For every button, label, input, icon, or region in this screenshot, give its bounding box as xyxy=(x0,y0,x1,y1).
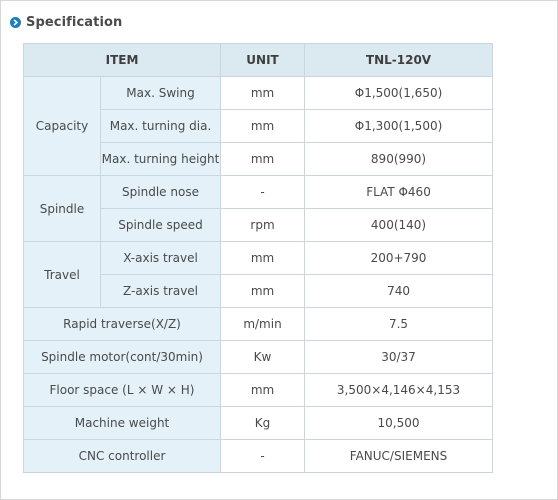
section-heading xyxy=(10,13,122,31)
table-row xyxy=(24,341,493,374)
row-unit: mm xyxy=(221,242,305,275)
row-unit: mm xyxy=(221,143,305,176)
table-row xyxy=(24,176,493,209)
row-unit: - xyxy=(221,440,305,473)
group-label-capacity: Capacity xyxy=(24,77,101,176)
row-value: 740 xyxy=(305,275,493,308)
group-label-spindle: Spindle xyxy=(24,176,101,242)
specification-table xyxy=(23,43,493,473)
row-item: Max. Swing xyxy=(101,77,221,110)
row-item: CNC controller xyxy=(24,440,221,473)
row-item: Spindle speed xyxy=(101,209,221,242)
row-unit: Kg xyxy=(221,407,305,440)
table-header-row xyxy=(24,44,493,77)
row-unit: mm xyxy=(221,77,305,110)
row-value: Φ1,300(1,500) xyxy=(305,110,493,143)
row-unit: - xyxy=(221,176,305,209)
row-value: 3,500×4,146×4,153 xyxy=(305,374,493,407)
row-unit: mm xyxy=(221,110,305,143)
row-item: Machine weight xyxy=(24,407,221,440)
row-unit: mm xyxy=(221,275,305,308)
row-item: Z-axis travel xyxy=(101,275,221,308)
group-label-travel: Travel xyxy=(24,242,101,308)
row-value: FANUC/SIEMENS xyxy=(305,440,493,473)
header-item: ITEM xyxy=(24,44,221,77)
row-item: X-axis travel xyxy=(101,242,221,275)
row-item: Rapid traverse(X/Z) xyxy=(24,308,221,341)
row-value: 7.5 xyxy=(305,308,493,341)
table-row xyxy=(24,242,493,275)
section-title: Specification xyxy=(26,14,123,30)
row-unit: m/min xyxy=(221,308,305,341)
table-row xyxy=(24,440,493,473)
row-unit: Kw xyxy=(221,341,305,374)
table-row xyxy=(24,407,493,440)
row-value: FLAT Φ460 xyxy=(305,176,493,209)
row-item: Spindle nose xyxy=(101,176,221,209)
table-row xyxy=(24,374,493,407)
row-value: Φ1,500(1,650) xyxy=(305,77,493,110)
header-model: TNL-120V xyxy=(305,44,493,77)
row-unit: mm xyxy=(221,374,305,407)
row-unit: rpm xyxy=(221,209,305,242)
row-item: Max. turning height xyxy=(101,143,221,176)
row-item: Floor space (L × W × H) xyxy=(24,374,221,407)
header-unit: UNIT xyxy=(221,44,305,77)
row-value: 10,500 xyxy=(305,407,493,440)
row-item: Spindle motor(cont/30min) xyxy=(24,341,221,374)
row-item: Max. turning dia. xyxy=(101,110,221,143)
row-value: 890(990) xyxy=(305,143,493,176)
chevron-right-icon xyxy=(10,17,21,28)
table-row xyxy=(24,308,493,341)
row-value: 30/37 xyxy=(305,341,493,374)
row-value: 400(140) xyxy=(305,209,493,242)
table-row xyxy=(24,77,493,110)
row-value: 200+790 xyxy=(305,242,493,275)
